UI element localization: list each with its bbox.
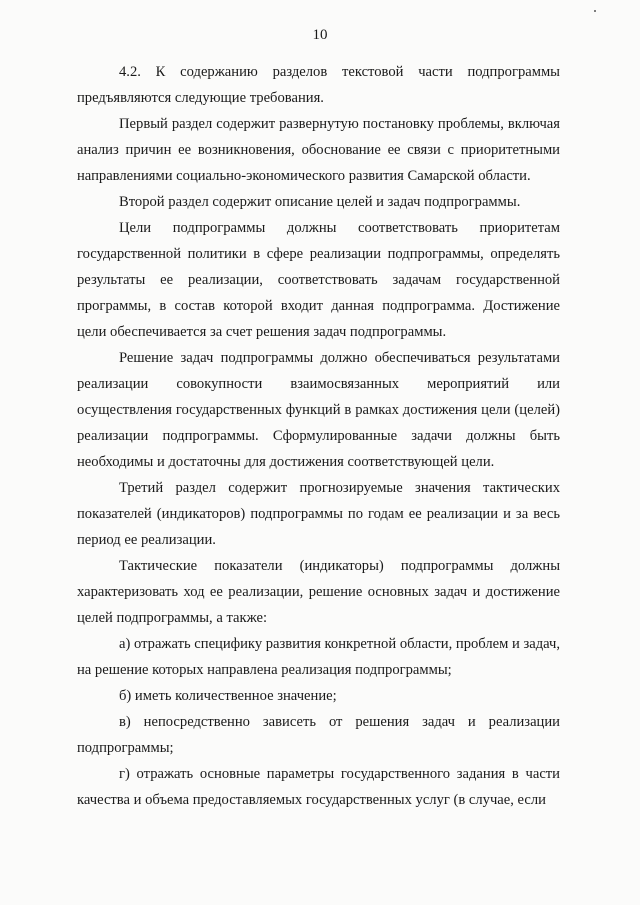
- paragraph-tasks: Решение задач подпрограммы должно обеспечиваться результатами реализации совокупности взаимосвязанных мероприятий или осуществления государственных функций в рамках достижения цели (целей) реализации подпрограммы. Сформулированные задачи должны быть необходимы и достаточны для достижения соответствующей цели.: [77, 350, 560, 470]
- list-item-d: г) отражать основные параметры государственного задания в части качества и объема предоставляемых государственных услуг (в случае, если: [77, 766, 560, 808]
- document-body: [77, 59, 560, 813]
- list-item-a: а) отражать специфику развития конкретной области, проблем и задач, на решение которых направлена реализация подпрограммы;: [77, 636, 561, 678]
- scan-speck: [594, 10, 596, 12]
- page-number: 10: [312, 27, 328, 43]
- paragraph-requirements-intro: 4.2. К содержанию разделов текстовой части подпрограммы предъявляются следующие требования.: [77, 64, 560, 106]
- list-item-c: в) непосредственно зависеть от решения задач и реализации подпрограммы;: [77, 714, 560, 756]
- list-item-b: б) иметь количественное значение;: [119, 688, 337, 704]
- paragraph-first-section: Первый раздел содержит развернутую постановку проблемы, включая анализ причин ее возникновения, обоснование ее связи с приоритетными направлениями социально-экономического развития Самарской области.: [77, 116, 560, 184]
- paragraph-second-section: Второй раздел содержит описание целей и задач подпрограммы.: [119, 194, 521, 210]
- paragraph-indicators: Тактические показатели (индикаторы) подпрограммы должны характеризовать ход ее реализации, решение основных задач и достижение целей подпрограммы, а также:: [77, 558, 560, 626]
- paragraph-third-section: Третий раздел содержит прогнозируемые значения тактических показателей (индикаторов) подпрограммы по годам ее реализации и за весь период ее реализации.: [77, 480, 560, 548]
- paragraph-goals: Цели подпрограммы должны соответствовать приоритетам государственной политики в сфере реализации подпрограммы, определять результаты ее реализации, соответствовать задачам государственной программы, в состав которой входит данная подпрограмма. Достижение цели обеспечивается за счет решения задач подпрограммы.: [77, 220, 560, 340]
